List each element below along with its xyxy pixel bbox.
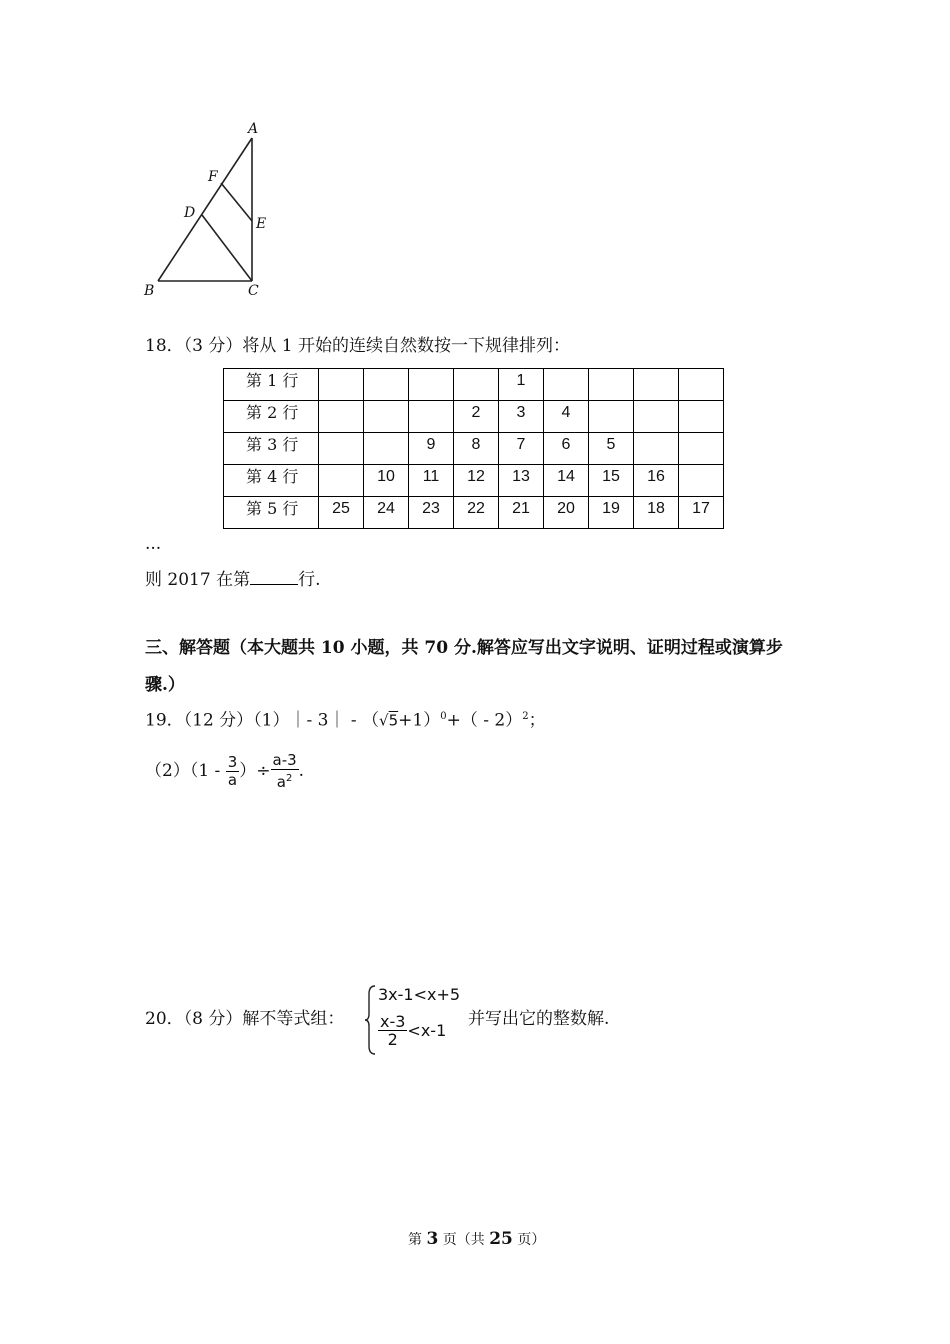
table-cell [409, 401, 454, 433]
triangle-figure [140, 118, 280, 303]
table-cell [589, 401, 634, 433]
sqrt-radicand: 5 [388, 711, 399, 730]
frac1-numerator: 3 [227, 753, 238, 771]
footer-total-pages: 25 [489, 1229, 513, 1249]
row-label: 第 3 行 [224, 433, 319, 465]
table-cell: 8 [454, 433, 499, 465]
q19-part2-label: （2） [145, 761, 190, 781]
number-arrangement-table [223, 368, 724, 529]
table-row [224, 497, 724, 529]
table-cell: 18 [634, 497, 679, 529]
ineq2-rest: <x-1 [407, 1021, 447, 1040]
table-cell [544, 369, 589, 401]
label-F: F [208, 169, 218, 185]
table-cell [679, 369, 724, 401]
table-cell [634, 369, 679, 401]
frac2-denominator [275, 770, 295, 791]
inequality-2 [378, 1013, 446, 1048]
q18-question [145, 569, 320, 589]
footer-page-number: 3 [426, 1229, 439, 1249]
table-cell: 6 [544, 433, 589, 465]
section-3-heading-cont: 骤.） [145, 675, 185, 695]
table-cell [679, 433, 724, 465]
q19-part2-close: ）÷ [239, 761, 271, 781]
table-cell: 23 [409, 497, 454, 529]
table-cell [319, 465, 364, 497]
label-A: A [248, 121, 259, 137]
table-cell [679, 401, 724, 433]
table-cell: 16 [634, 465, 679, 497]
q19-plus-neg2: +（ - 2） [446, 710, 523, 731]
table-row [224, 433, 724, 465]
q18-prompt [145, 338, 570, 355]
q20-text-pre: 解不等式组： [242, 1009, 345, 1029]
segment-DC [202, 215, 252, 281]
q20-score: （8 分） [183, 1009, 243, 1029]
table-cell: 11 [409, 465, 454, 497]
q18-question-pre: 则 2017 在第 [145, 570, 251, 590]
table-cell [634, 433, 679, 465]
table-cell [364, 369, 409, 401]
q19-score: （12 分） [183, 710, 254, 731]
table-cell: 24 [364, 497, 409, 529]
table-cell: 9 [409, 433, 454, 465]
table-cell: 21 [499, 497, 544, 529]
table-row [224, 369, 724, 401]
table-cell [454, 369, 499, 401]
table-cell [409, 369, 454, 401]
q19-part1 [145, 712, 546, 730]
label-E: E [256, 216, 267, 232]
fraction-a3-over-a2 [271, 752, 299, 791]
table-cell [319, 401, 364, 433]
q19-part1-label: （1） [253, 710, 290, 731]
frac2-numerator: a-3 [272, 751, 297, 769]
table-cell [319, 369, 364, 401]
footer-pre: 第 [408, 1232, 422, 1248]
frac1-denominator: a [227, 771, 238, 789]
table-cell [634, 401, 679, 433]
section-3-heading: 三、解答题（本大题共 10 小题，共 70 分.解答应写出文字说明、证明过程或演算步 [145, 638, 783, 658]
brace-icon [365, 984, 377, 1056]
table-cell [589, 369, 634, 401]
table-cell [364, 433, 409, 465]
q19-minus: - （ [345, 710, 380, 731]
label-B: B [144, 283, 155, 299]
fraction-3-over-a [226, 754, 240, 789]
q19-semicolon: ； [528, 710, 546, 731]
q19-abs-value: ｜- 3｜ [289, 710, 346, 731]
table-row [224, 401, 724, 433]
segment-AB [158, 138, 252, 281]
table-cell: 17 [679, 497, 724, 529]
q19-part2-end: . [298, 761, 305, 781]
label-C: C [248, 283, 259, 299]
table-cell: 1 [499, 369, 544, 401]
frac2-den-base: a [276, 773, 286, 791]
table-cell [319, 433, 364, 465]
table-row [224, 465, 724, 497]
table-cell [364, 401, 409, 433]
table-cell: 25 [319, 497, 364, 529]
q19-part2 [145, 752, 304, 791]
table-cell: 7 [499, 433, 544, 465]
table-cell [679, 465, 724, 497]
table-cell: 14 [544, 465, 589, 497]
sqrt-symbol: √5 [379, 711, 399, 730]
q18-ellipsis: ... [145, 534, 162, 554]
q18-number: 18． [145, 336, 184, 356]
table-cell: 13 [499, 465, 544, 497]
q20-text-post: 并写出它的整数解. [468, 1009, 610, 1029]
table-cell: 10 [364, 465, 409, 497]
table-cell: 4 [544, 401, 589, 433]
fraction-x3-over-2 [378, 1013, 407, 1048]
table-cell: 2 [454, 401, 499, 433]
q18-text: 将从 1 开始的连续自然数按一下规律排列： [242, 336, 570, 356]
ineq2-denominator: 2 [387, 1030, 398, 1049]
q20-prefix [145, 1011, 344, 1028]
q18-question-post: 行. [298, 570, 321, 590]
row-label: 第 1 行 [224, 369, 319, 401]
frac2-den-exp: 2 [285, 773, 293, 784]
page-footer [408, 1229, 545, 1249]
row-label: 第 4 行 [224, 465, 319, 497]
footer-mid: 页（共 [442, 1232, 485, 1248]
table-cell: 3 [499, 401, 544, 433]
footer-post: 页） [517, 1232, 546, 1248]
inequality-1: 3x-1<x+5 [378, 985, 461, 1004]
q19-part2-open: （1 - [189, 761, 221, 781]
table-cell: 20 [544, 497, 589, 529]
q19-number: 19． [145, 710, 184, 731]
label-D: D [184, 205, 196, 221]
table-cell: 5 [589, 433, 634, 465]
q20-number: 20． [145, 1009, 184, 1029]
table-cell: 15 [589, 465, 634, 497]
table-cell: 12 [454, 465, 499, 497]
q19-exponent-0: 0 [440, 711, 447, 722]
table-cell: 19 [589, 497, 634, 529]
ineq2-numerator: x-3 [380, 1012, 406, 1031]
row-label: 第 5 行 [224, 497, 319, 529]
row-label: 第 2 行 [224, 401, 319, 433]
segment-FE [221, 183, 252, 221]
q19-plus1: +1） [398, 710, 441, 731]
q19-exponent-2: 2 [522, 711, 529, 722]
answer-blank[interactable] [250, 569, 298, 585]
q18-score: （3 分） [183, 336, 243, 356]
table-cell: 22 [454, 497, 499, 529]
